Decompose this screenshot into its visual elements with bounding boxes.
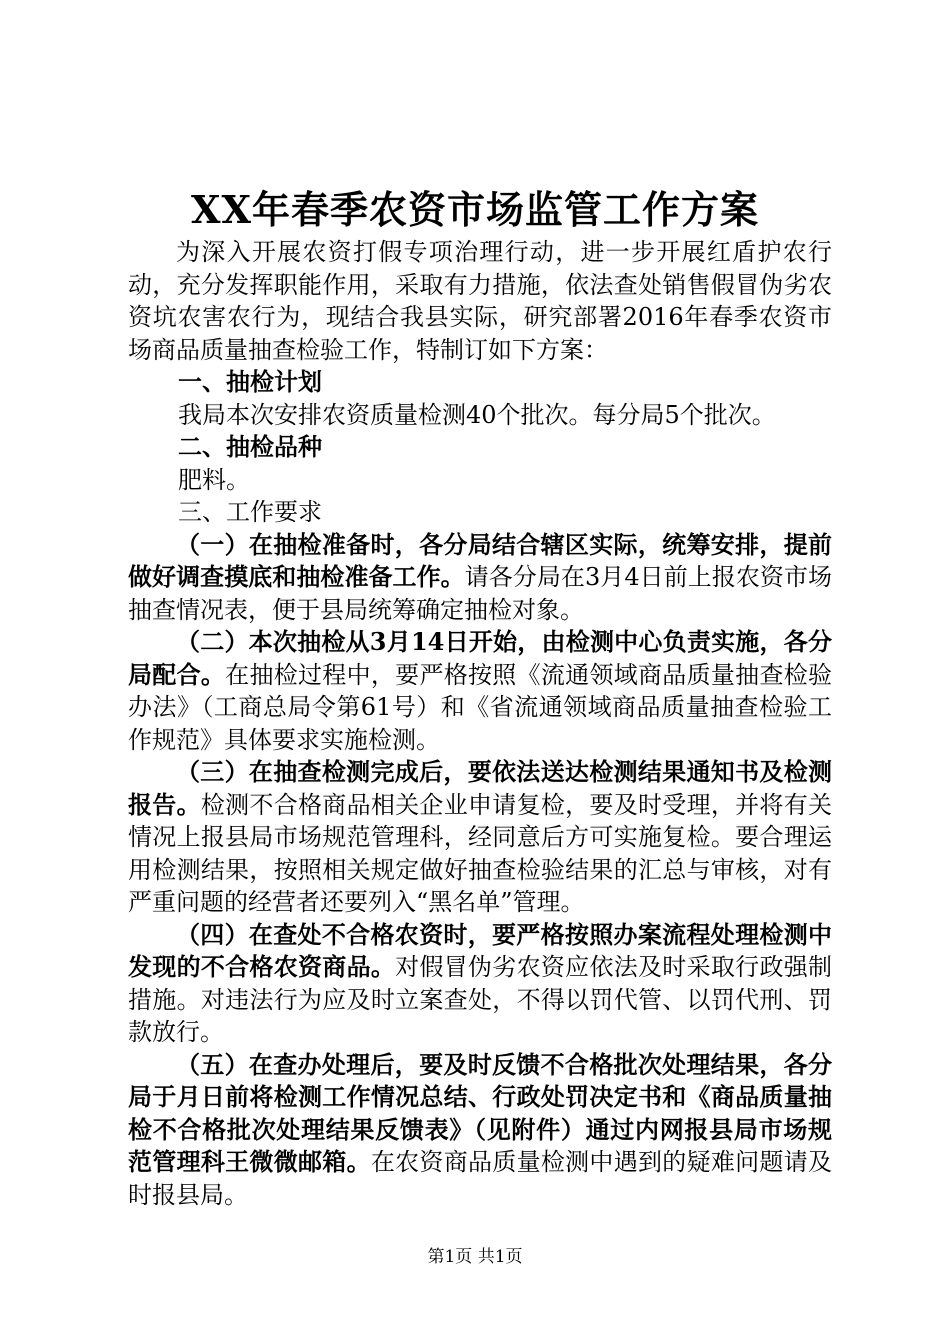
intro-paragraph: 为深入开展农资打假专项治理行动，进一步开展红盾护农行动，充分发挥职能作用，采取有力措施，依法查处销售假冒伪劣农资坑农害农行为，现结合我县实际，研究部署2016年春季农资市场商品质量抽查检验工作，特制订如下方案： bbox=[128, 238, 832, 364]
requirement-item-1 bbox=[128, 529, 832, 627]
requirement-item-1-lead: （一）在抽检准备时，各分局结合辖区实际，统筹安排，提前做好调查摸底和抽检准备工作。 bbox=[128, 529, 832, 591]
requirement-item-3-lead: （三）在抽查检测完成后，要依法送达检测结果通知书及检测报告。 bbox=[128, 757, 832, 819]
document-body bbox=[128, 236, 832, 1211]
requirement-item-5-text: 在农资商品质量检测中遇到的疑难问题请及时报县局。 bbox=[128, 1148, 833, 1209]
requirement-item-4-text: 对假冒伪劣农资应依法及时采取行政强制措施。对违法行为应及时立案查处，不得以罚代管、以罚代刑、罚款放行。 bbox=[128, 953, 833, 1046]
section-text-varieties: 肥料。 bbox=[178, 465, 250, 494]
requirement-item-2-text: 在抽检过程中，要严格按照《流通领域商品质量抽查检验办法》（工商总局令第61号）和《省流通领域商品质量抽查检验工作规范》具体要求实施检测。 bbox=[128, 660, 833, 754]
requirement-item-1-text: 请各分局在3月4日前上报农资市场抽查情况表，便于县局统筹确定抽检对象。 bbox=[128, 563, 832, 624]
section-heading-requirements: 三、工作要求 bbox=[178, 498, 322, 526]
section-heading-plan: 一、抽检计划 bbox=[178, 367, 322, 396]
page-footer: 第1页 共1页 bbox=[427, 1247, 523, 1267]
requirement-item-2-lead: （二）本次抽检从3月14日开始，由检测中心负责实施，各分局配合。 bbox=[128, 627, 832, 689]
requirement-item-3 bbox=[128, 756, 832, 919]
section-text-plan: 我局本次安排农资质量检测40个批次。每分局5个批次。 bbox=[178, 400, 776, 429]
section-heading-varieties: 二、抽检品种 bbox=[178, 432, 322, 461]
requirement-item-2 bbox=[128, 626, 832, 756]
document-title: XX年春季农资市场监管工作方案 bbox=[191, 187, 759, 232]
requirement-item-3-text: 检测不合格商品相关企业申请复检，要及时受理，并将有关情况上报县局市场规范管理科，经同意后方可实施复检。要合理运用检测结果，按照相关规定做好抽查检验结果的汇总与审核，对有严重问题的经营者还要列入“黑名单”管理。 bbox=[128, 790, 833, 916]
requirement-item-5-lead: （五）在查办处理后，要及时反馈不合格批次处理结果，各分局于月日前将检测工作情况总结、行政处罚决定书和《商品质量抽检不合格批次处理结果反馈表》（见附件）通过内网报县局市场规范管理科王微微邮箱。 bbox=[128, 1049, 832, 1176]
requirement-item-4-lead: （四）在查处不合格农资时，要严格按照办案流程处理检测中发现的不合格农资商品。 bbox=[128, 919, 832, 981]
requirement-item-4 bbox=[128, 919, 832, 1049]
requirement-item-5 bbox=[128, 1049, 832, 1212]
